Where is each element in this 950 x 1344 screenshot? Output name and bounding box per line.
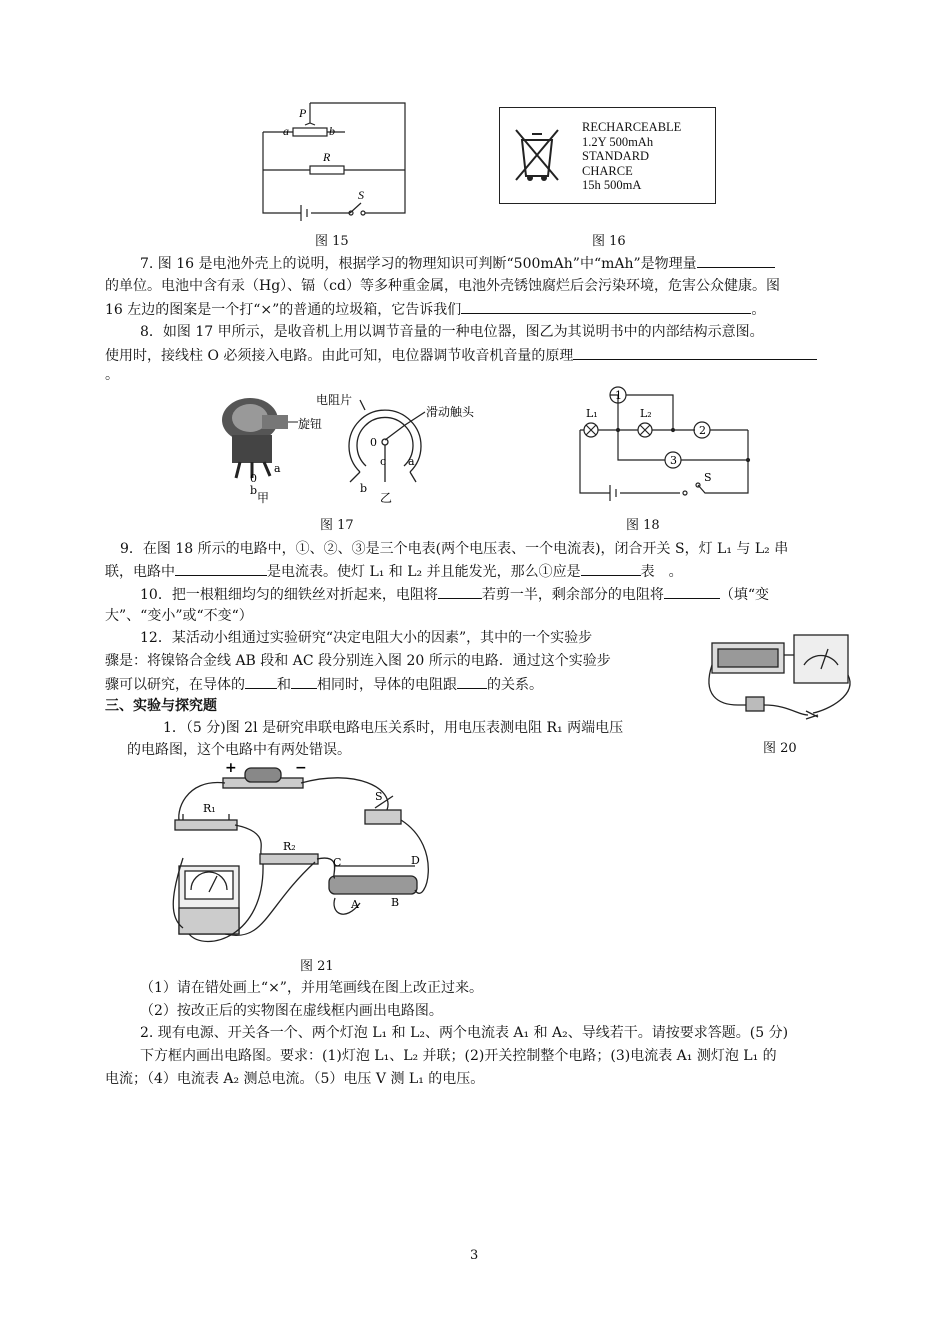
page-number: 3 [470,1248,479,1263]
q12-line-1: 12．某活动小组通过实验研究“决定电阻大小的因素”，其中的一个实验步 [140,630,593,646]
figure-18-circuit [560,385,760,500]
e2-line-3: 电流；（4）电流表 A₂ 测总电流。（5）电压 V 测 L₁ 的电压。 [105,1071,485,1087]
fig21-label-d: D [411,854,420,867]
q8-blank[interactable] [573,345,817,360]
fig18-label-s: S [704,471,712,484]
fig18-label-l2: L₂ [640,407,652,420]
q9-line-1: 9．在图 18 所示的电路中，①、②、③是三个电表(两个电压表、一个电流表)，闭合开关 S，灯 L₁ 与 L₂ 串 [120,541,789,557]
q7-blank-2[interactable] [461,299,751,314]
q9-line-2c: 表 。 [640,564,683,580]
fig18-meter-1: 1 [615,389,622,402]
figure-17-caption: 图 17 [320,518,354,533]
battery-label-line-4: CHARCE [582,163,633,178]
e1-line-2: 的电路图，这个电路中有两处错误。 [127,742,351,758]
fig21-label-c: C [333,856,342,869]
q7-line-1: 7. 图 16 是电池外壳上的说明，根据学习的物理知识可判断“500mAh”中“mAh”是物理量 [140,256,697,272]
fig15-label-r: R [323,150,331,164]
fig21-label-r2: R₂ [283,840,296,853]
q10-blank-2[interactable] [664,584,720,599]
fig21-label-r1: R₁ [203,802,216,815]
q10-line-1c: （填“变 [719,587,769,603]
crossed-bin-icon [512,126,562,184]
q12-line-3d: 的关系。 [487,677,543,693]
fig15-label-a: a [283,124,289,138]
fig17-label-b-jia: b [250,484,258,497]
q7-line-3-end: 。 [751,302,766,318]
fig17-label-yi: 乙 [380,491,393,505]
e2-line-1: 2. 现有电源、开关各一个、两个灯泡 L₁ 和 L₂、两个电流表 A₁ 和 A₂、导线若干。请按要求答题。(5 分) [140,1025,789,1041]
battery-label-line-1: RECHARCEABLE [582,120,682,134]
battery-label-line-5: 15h 500mA [582,178,642,192]
q10-line-2: 大”、“变小”或“不变“） [105,608,253,624]
q7-line-2: 的单位。电池中含有汞（Hg）、镉（cd）等多种重金属，电池外壳锈蚀腐烂后会污染环境，危害公众健康。图 [105,278,780,294]
q9-line-2b: 是电流表。使灯 L₁ 和 L₂ 并且能发光，那么①应是 [267,564,581,580]
q9-line-2a: 联，电路中 [105,564,175,580]
fig18-meter-2: 2 [699,424,706,437]
fig17-label-c-yi: c [380,455,387,468]
q10-blank-1[interactable] [438,584,482,599]
e2-line-2: 下方框内画出电路图。要求：(1)灯泡 L₁、L₂ 并联；(2)开关控制整个电路；(3)电流表 A₁ 测灯泡 L₁ 的 [140,1048,777,1064]
figure-20-caption: 图 20 [763,741,797,756]
fig17-label-o-jia: 0 [250,472,257,485]
battery-label-line-3: STANDARD [582,149,650,163]
q8-line-3: 。 [105,367,119,383]
figure-21-caption: 图 21 [300,959,334,974]
figure-18-caption: 图 18 [626,518,660,533]
fig18-meter-3: 3 [670,454,677,467]
q10-line-1a: 10．把一根粗细均匀的细铁丝对折起来，电阻将 [140,587,438,603]
q7-line-3: 16 左边的图案是一个打“×”的普通的垃圾箱，它告诉我们 [105,302,462,318]
fig21-label-b: B [391,896,400,909]
q9-blank-1[interactable] [175,561,267,576]
fig17-label-jia: 甲 [257,491,270,505]
figure-16-battery-label [499,107,716,204]
fig17-label-a-yi: a [408,455,415,468]
q8-line-2: 使用时，接线柱 O 必须接入电路。由此可知，电位器调节收音机音量的原理 [105,348,574,364]
battery-label-line-2: 1.2Y 500mAh [582,134,654,149]
q8-line-1: 8．如图 17 甲所示，是收音机上用以调节音量的一种电位器，图乙为其说明书中的内部结构示意图。 [140,324,764,340]
q12-line-3b: 和 [277,677,291,693]
fig15-label-p: P [299,106,307,120]
fig17-label-slider: 滑动触头 [426,405,475,419]
e1-line-1: 1．（5 分)图 2l 是研究串联电路电压关系时，用电压表测电阻 R₁ 两端电压 [163,720,624,736]
e1-sub-2: （2）按改正后的实物图在虚线框内画出电路图。 [140,1003,443,1019]
figure-15-caption: 图 15 [315,234,349,249]
q12-line-3a: 骤可以研究，在导体的 [105,677,245,693]
q12-blank-2[interactable] [291,674,317,689]
figure-16-caption: 图 16 [592,234,626,249]
q12-line-3c: 相同时，导体的电阻跟 [317,677,457,693]
fig21-label-s: S [375,790,383,803]
fig17-label-a-jia: a [274,462,281,475]
figure-21-circuit [165,758,445,953]
fig15-label-b: b [329,124,335,138]
fig18-label-l1: L₁ [586,407,598,420]
fig21-label-minus: − [295,760,307,776]
fig17-label-knob: 旋钮 [298,417,323,431]
fig21-label-a: A [351,898,359,911]
q7-blank-1[interactable] [697,253,775,268]
e1-sub-1: （1）请在错处画上“×”，并用笔画线在图上改正过来。 [140,980,483,996]
q9-blank-2[interactable] [581,561,641,576]
fig17-label-o-yi: 0 [370,436,377,449]
fig17-label-resistor: 电阻片 [316,393,353,407]
figure-15-circuit [255,95,415,220]
q12-line-2: 骤是：将镍铬合金线 AB 段和 AC 段分别连入图 20 所示的电路．通过这个实验步 [105,653,611,669]
section-3-title: 三、实验与探究题 [105,698,217,714]
q12-blank-1[interactable] [245,674,277,689]
q12-blank-3[interactable] [457,674,487,689]
q10-line-1b: 若剪一半，剩余部分的电阻将 [481,587,664,603]
fig21-label-plus: + [225,760,237,776]
fig17-label-b-yi: b [360,482,368,495]
figure-17-potentiometer [210,390,490,505]
fig15-label-s: S [358,188,364,202]
